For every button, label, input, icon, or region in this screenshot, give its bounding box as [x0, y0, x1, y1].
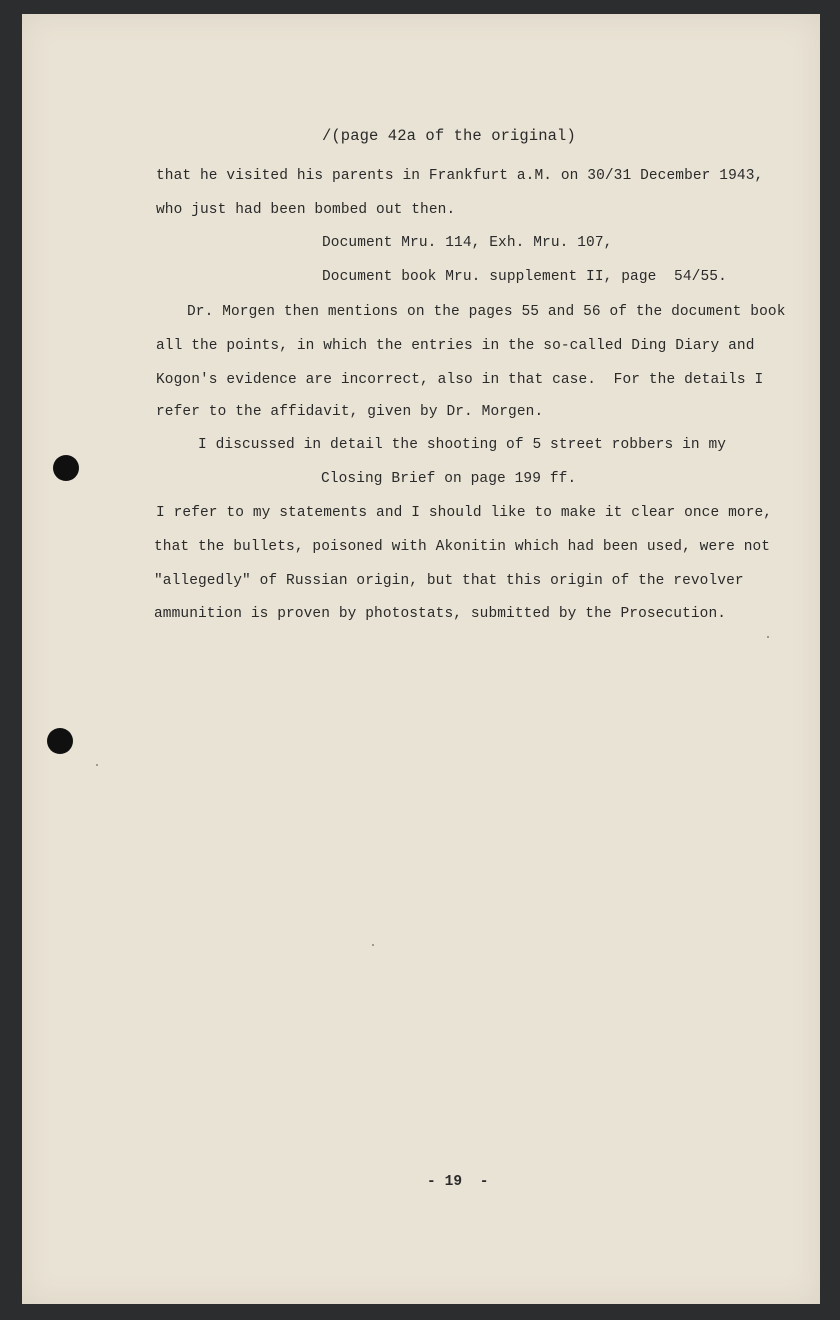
text-line: Document Mru. 114, Exh. Mru. 107,	[322, 235, 613, 251]
text-line: I refer to my statements and I should like to make it clear once more,	[156, 505, 773, 521]
page-header: /(page 42a of the original)	[322, 127, 576, 145]
text-line: refer to the affidavit, given by Dr. Morgen.	[156, 404, 544, 420]
page-number: - 19 -	[427, 1174, 489, 1190]
text-line: I discussed in detail the shooting of 5 street robbers in my	[198, 437, 727, 453]
punch-hole-top	[53, 455, 79, 481]
text-line: "allegedly" of Russian origin, but that this origin of the revolver	[154, 573, 744, 589]
text-line: that the bullets, poisoned with Akonitin which had been used, were not	[154, 539, 771, 555]
paper-speck	[372, 944, 374, 946]
text-line: all the points, in which the entries in the so-called Ding Diary and	[156, 338, 755, 354]
document-page	[22, 14, 820, 1304]
text-line: ammunition is proven by photostats, submitted by the Prosecution.	[154, 606, 727, 622]
text-line: Closing Brief on page 199 ff.	[321, 471, 577, 487]
text-line: Dr. Morgen then mentions on the pages 55 and 56 of the document book	[187, 304, 786, 320]
paper-speck	[767, 636, 769, 638]
paper-speck	[96, 764, 98, 766]
text-line: Kogon's evidence are incorrect, also in that case. For the details I	[156, 372, 764, 388]
text-line: Document book Mru. supplement II, page 54/55.	[322, 269, 727, 285]
text-line: who just had been bombed out then.	[156, 202, 456, 218]
punch-hole-bottom	[47, 728, 73, 754]
text-line: that he visited his parents in Frankfurt a.M. on 30/31 December 1943,	[156, 168, 764, 184]
